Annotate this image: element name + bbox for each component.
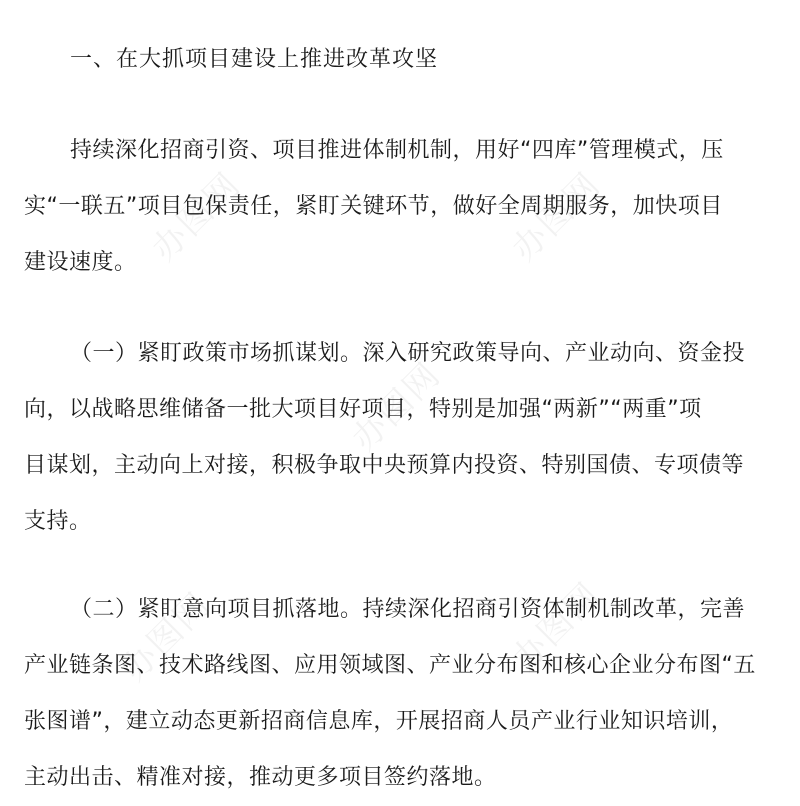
watermark: 办图网 [344, 354, 449, 460]
paragraph-line: （二）紧盯意向项目抓落地。持续深化招商引资体制机制改革，完善 [70, 597, 746, 622]
paragraph-line: 支持。 [24, 509, 92, 534]
paragraph-line: 持续深化招商引资、项目推进体制机制，用好“四库”管理模式，压 [70, 138, 724, 163]
paragraph [24, 123, 780, 291]
watermark: 办图网 [504, 164, 609, 270]
watermark: 办图网 [504, 574, 609, 680]
paragraph-line: 主动出击、精准对接，推动更多项目签约落地。 [24, 765, 497, 790]
paragraph-line: 实“一联五”项目包保责任，紧盯关键环节，做好全周期服务，加快项目 [24, 194, 723, 219]
watermark: 办图网 [144, 164, 249, 270]
paragraph-line: 张图谱”，建立动态更新招商信息库，开展招商人员产业行业知识培训， [24, 709, 734, 734]
paragraph-line: 产业链条图、技术路线图、应用领域图、产业分布图和核心企业分布图“五 [24, 653, 756, 678]
paragraph [24, 326, 780, 550]
paragraph-line: （一）紧盯政策市场抓谋划。深入研究政策导向、产业动向、资金投 [70, 341, 746, 366]
section-heading: 一、在大抓项目建设上推进改革攻坚 [70, 47, 439, 72]
paragraph [24, 582, 780, 806]
paragraph-line: 建设速度。 [24, 250, 137, 275]
paragraph-line: 向，以战略思维储备一批大项目好项目，特别是加强“两新”“两重”项 [24, 397, 702, 422]
paragraph-line: 目谋划，主动向上对接，积极争取中央预算内投资、特别国债、专项债等 [24, 453, 745, 478]
watermark: 办图网 [114, 584, 219, 690]
